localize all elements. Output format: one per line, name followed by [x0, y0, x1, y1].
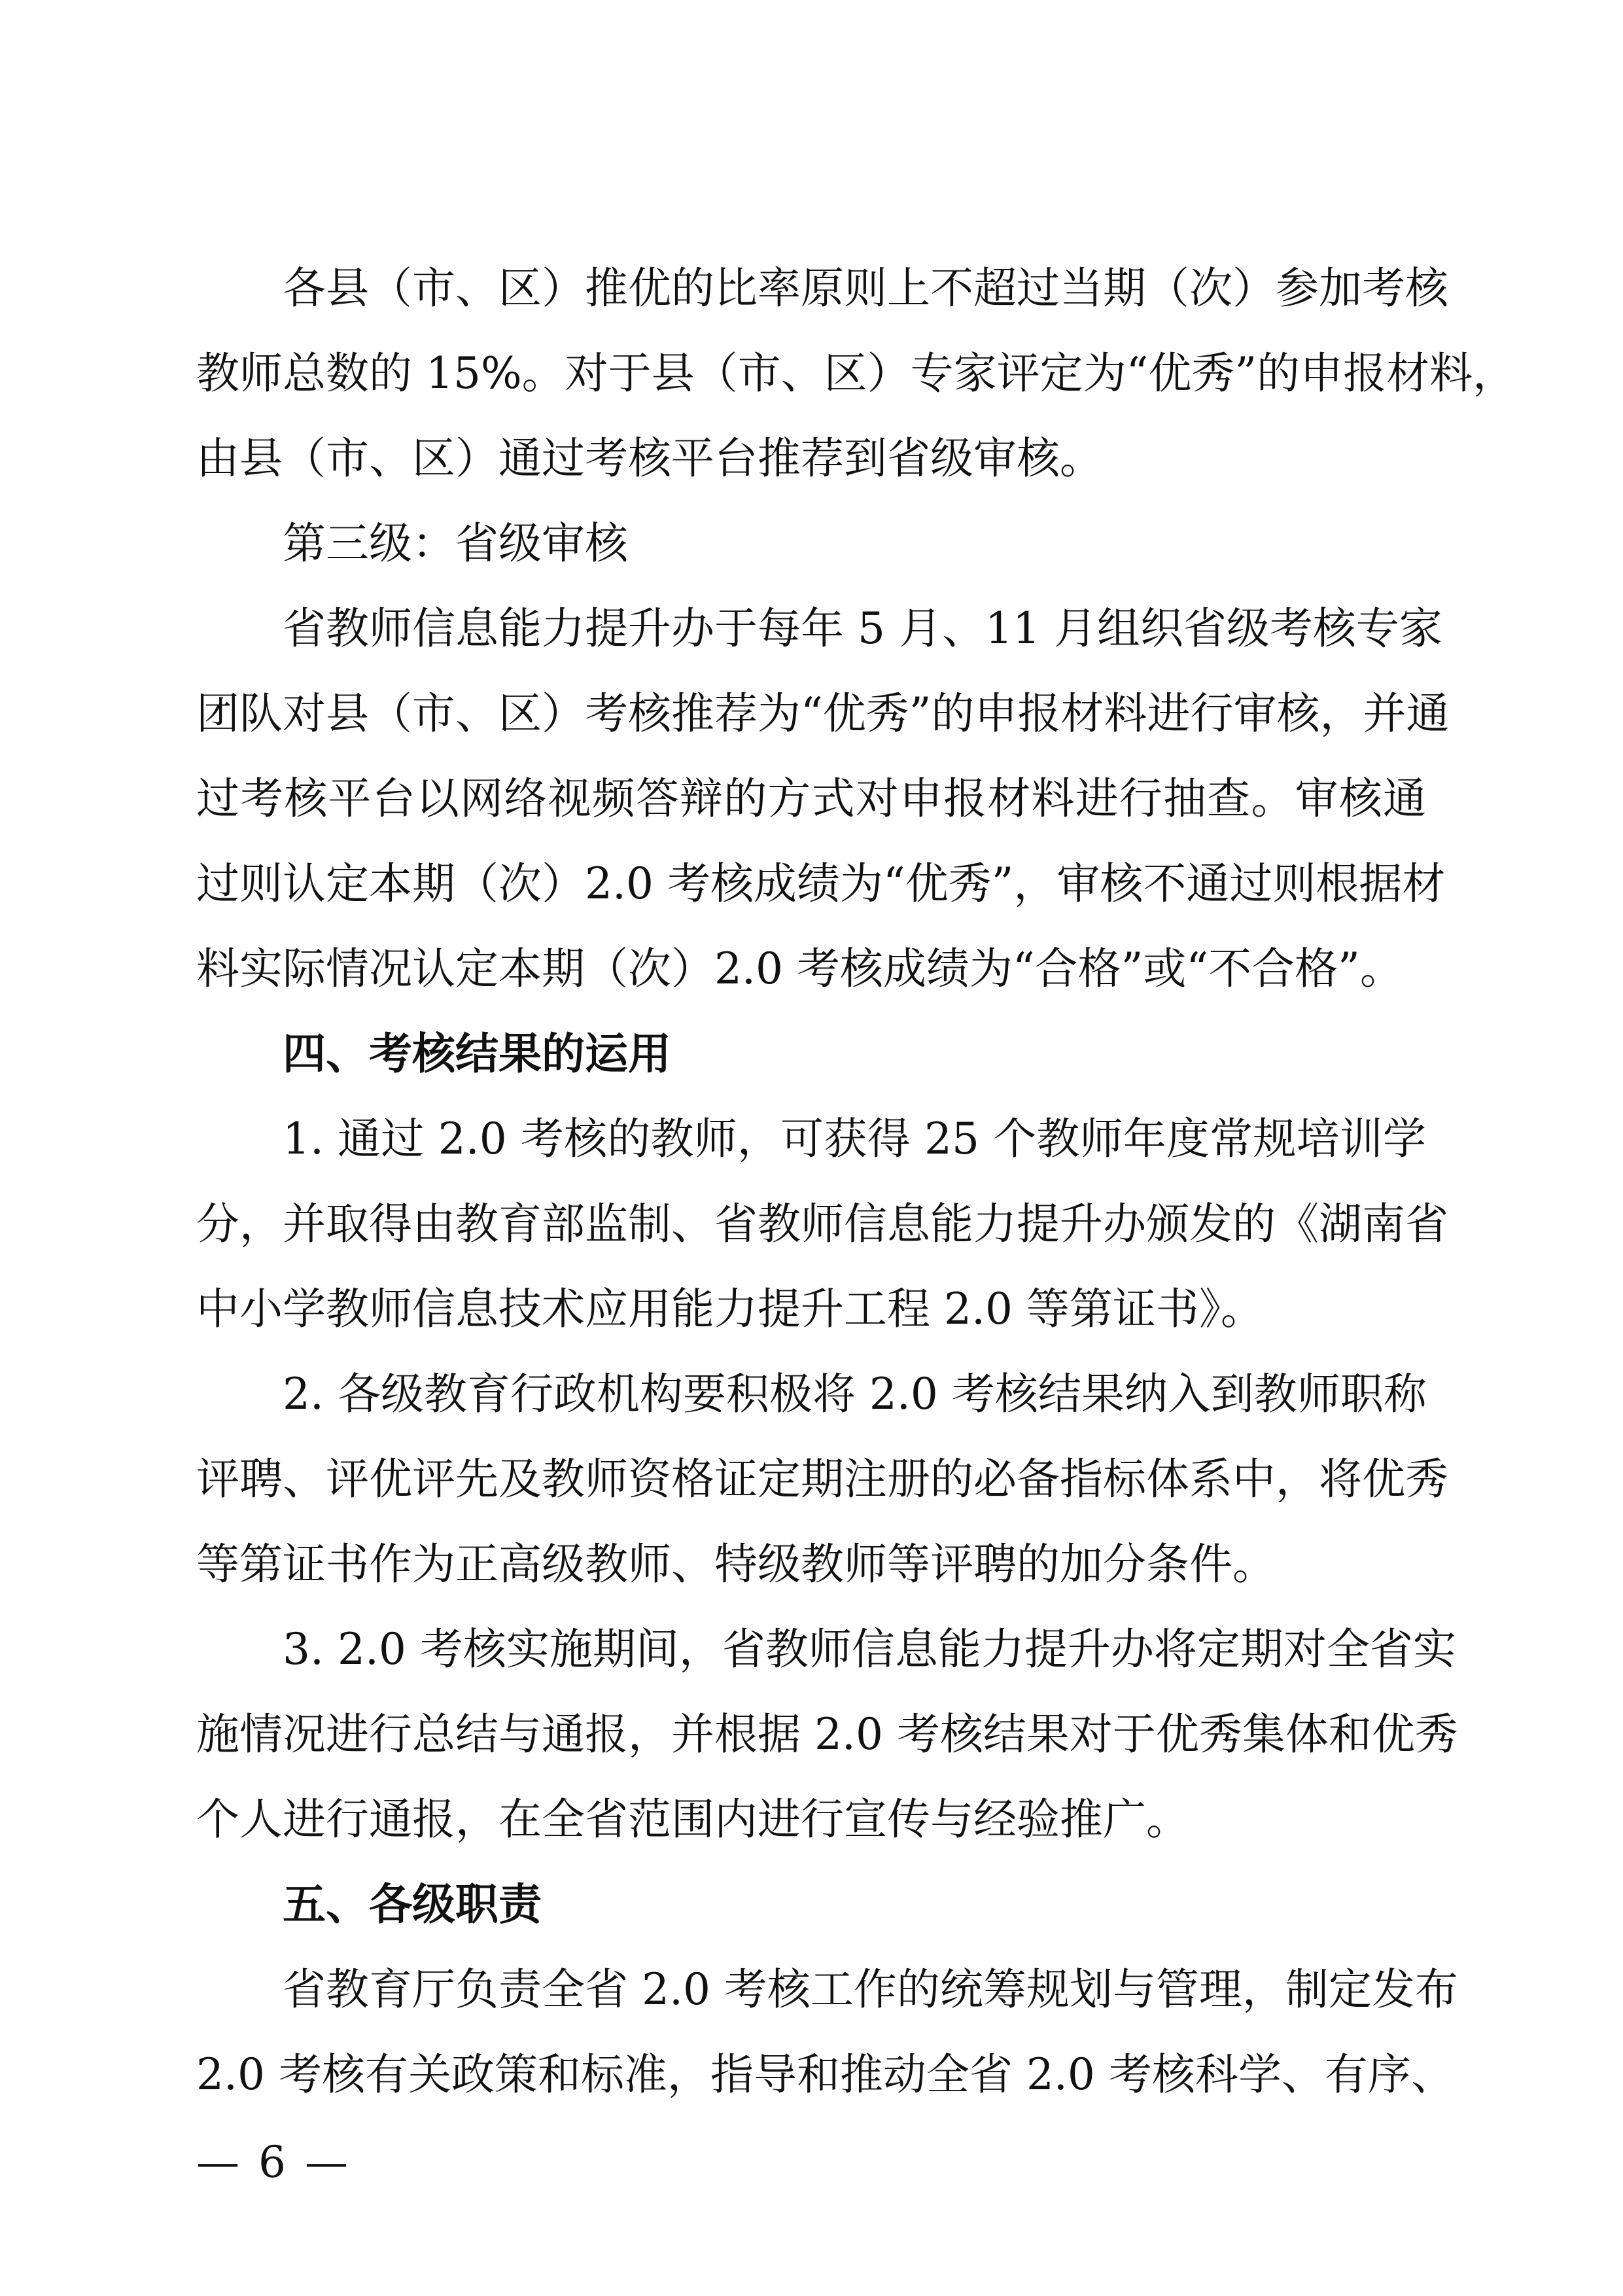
paragraph-line: 3. 2.0 考核实施期间，省教师信息能力提升办将定期对全省实	[283, 1624, 1456, 1674]
paragraph-line: 个人进行通报，在全省范围内进行宣传与经验推广。	[196, 1794, 1189, 1845]
paragraph-line: 中小学教师信息技术应用能力提升工程 2.0 等第证书》。	[196, 1284, 1264, 1334]
paragraph-line: 分，并取得由教育部监制、省教师信息能力提升办颁发的《湖南省	[196, 1199, 1448, 1249]
paragraph-line: 由县（市、区）通过考核平台推荐到省级审核。	[196, 433, 1103, 484]
paragraph-line: 评聘、评优评先及教师资格证定期注册的必备指标体系中，将优秀	[196, 1454, 1448, 1504]
paragraph-line: 1. 通过 2.0 考核的教师，可获得 25 个教师年度常规培训学	[283, 1114, 1426, 1164]
paragraph-line: 料实际情况认定本期（次）2.0 考核成绩为“合格”或“不合格”。	[196, 944, 1403, 994]
paragraph-line: 过考核平台以网络视频答辩的方式对申报材料进行抽查。审核通	[196, 773, 1426, 824]
subsection-label: 第三级：省级审核	[283, 518, 628, 569]
paragraph-line: 省教师信息能力提升办于每年 5 月、11 月组织省级考核专家	[283, 603, 1442, 654]
paragraph-line: 2. 各级教育行政机构要积极将 2.0 考核结果纳入到教师职称	[283, 1369, 1427, 1419]
paragraph-line: 各县（市、区）推优的比率原则上不超过当期（次）参加考核	[283, 263, 1448, 313]
page-number: — 6 —	[196, 2137, 351, 2187]
paragraph-line: 省教育厅负责全省 2.0 考核工作的统筹规划与管理，制定发布	[283, 1964, 1458, 2015]
paragraph-line: 团队对县（市、区）考核推荐为“优秀”的申报材料进行审核，并通	[196, 688, 1450, 739]
paragraph-line: 施情况进行总结与通报，并根据 2.0 考核结果对于优秀集体和优秀	[196, 1709, 1458, 1759]
paragraph-line: 2.0 考核有关政策和标准，指导和推动全省 2.0 考核科学、有序、	[196, 2049, 1454, 2100]
section-heading: 五、各级职责	[283, 1879, 542, 1930]
section-heading: 四、考核结果的运用	[283, 1029, 671, 1079]
paragraph-line: 等第证书作为正高级教师、特级教师等评聘的加分条件。	[196, 1539, 1276, 1589]
paragraph-line: 教师总数的 15%。对于县（市、区）专家评定为“优秀”的申报材料，	[196, 348, 1516, 398]
paragraph-line: 过则认定本期（次）2.0 考核成绩为“优秀”，审核不通过则根据材	[196, 858, 1446, 909]
